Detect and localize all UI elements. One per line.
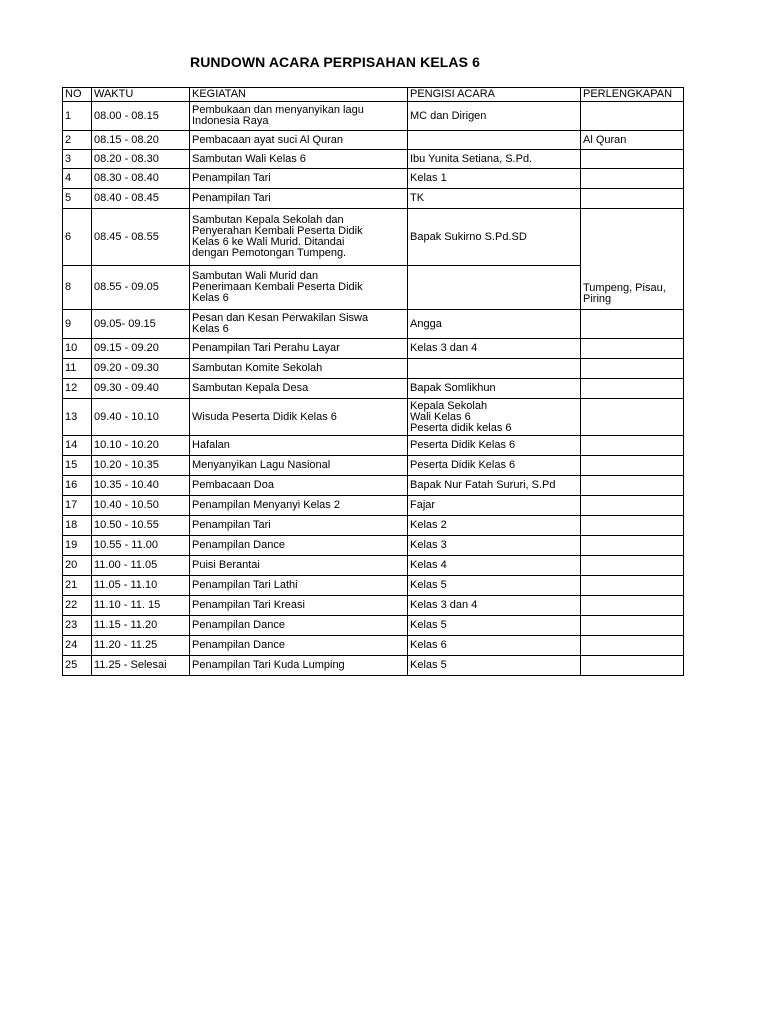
- cell-waktu: 08.45 - 08.55: [92, 209, 190, 266]
- cell-kegiatan: Penampilan Tari: [190, 516, 408, 536]
- cell-no: 3: [63, 150, 92, 169]
- cell-kegiatan: Penampilan Dance: [190, 616, 408, 636]
- cell-kegiatan: Sambutan Kepala Sekolah dan Penyerahan Kembali Peserta Didik Kelas 6 ke Wali Murid. Ditandai dengan Pemotongan Tumpeng.: [190, 209, 408, 266]
- cell-no: 14: [63, 436, 92, 456]
- cell-pengisi-acara: [408, 131, 581, 150]
- cell-no: 2: [63, 131, 92, 150]
- table-row: [63, 636, 684, 656]
- cell-no: 8: [63, 266, 92, 310]
- cell-waktu: 10.10 - 10.20: [92, 436, 190, 456]
- table-row: [63, 456, 684, 476]
- cell-perlengkapan: [581, 596, 684, 616]
- cell-waktu: 10.50 - 10.55: [92, 516, 190, 536]
- table-row: [63, 359, 684, 379]
- cell-waktu: 11.20 - 11.25: [92, 636, 190, 656]
- cell-no: 23: [63, 616, 92, 636]
- header-waktu: WAKTU: [92, 88, 190, 102]
- cell-waktu: 10.20 - 10.35: [92, 456, 190, 476]
- cell-waktu: 11.15 - 11.20: [92, 616, 190, 636]
- cell-no: 19: [63, 536, 92, 556]
- cell-pengisi-acara: Bapak Nur Fatah Sururi, S.Pd: [408, 476, 581, 496]
- header-kegiatan: KEGIATAN: [190, 88, 408, 102]
- cell-kegiatan: Puisi Berantai: [190, 556, 408, 576]
- cell-perlengkapan: [581, 150, 684, 169]
- cell-perlengkapan: Al Quran: [581, 131, 684, 150]
- cell-pengisi-acara: MC dan Dirigen: [408, 102, 581, 131]
- cell-no: 24: [63, 636, 92, 656]
- cell-no: 21: [63, 576, 92, 596]
- cell-no: 6: [63, 209, 92, 266]
- cell-kegiatan: Penampilan Tari Kreasi: [190, 596, 408, 616]
- cell-perlengkapan: [581, 436, 684, 456]
- table-row: [63, 656, 684, 676]
- header-perlengkapan: PERLENGKAPAN: [581, 88, 684, 102]
- cell-kegiatan: Penampilan Tari Kuda Lumping: [190, 656, 408, 676]
- table-row: [63, 596, 684, 616]
- cell-perlengkapan: [581, 616, 684, 636]
- cell-waktu: 11.00 - 11.05: [92, 556, 190, 576]
- cell-kegiatan: Pembukaan dan menyanyikan lagu Indonesia Raya: [190, 102, 408, 131]
- table-row: [63, 209, 684, 266]
- table-header-row: [63, 88, 684, 102]
- cell-kegiatan: Penampilan Dance: [190, 536, 408, 556]
- table-row: [63, 536, 684, 556]
- cell-pengisi-acara: Kelas 5: [408, 656, 581, 676]
- cell-perlengkapan: [581, 556, 684, 576]
- cell-waktu: 08.55 - 09.05: [92, 266, 190, 310]
- cell-waktu: 09.40 - 10.10: [92, 399, 190, 436]
- page-title: RUNDOWN ACARA PERPISAHAN KELAS 6: [190, 54, 480, 70]
- cell-perlengkapan: [581, 496, 684, 516]
- cell-no: 11: [63, 359, 92, 379]
- table-row: [63, 169, 684, 189]
- cell-perlengkapan: [581, 359, 684, 379]
- cell-perlengkapan: [581, 536, 684, 556]
- header-no: NO: [63, 88, 92, 102]
- cell-waktu: 10.55 - 11.00: [92, 536, 190, 556]
- cell-waktu: 09.20 - 09.30: [92, 359, 190, 379]
- cell-perlengkapan: [581, 189, 684, 209]
- cell-perlengkapan: [581, 169, 684, 189]
- cell-no: 12: [63, 379, 92, 399]
- table-row: [63, 576, 684, 596]
- cell-kegiatan: Penampilan Tari: [190, 189, 408, 209]
- cell-no: 13: [63, 399, 92, 436]
- cell-pengisi-acara: Bapak Somlikhun: [408, 379, 581, 399]
- cell-waktu: 09.05- 09.15: [92, 310, 190, 339]
- cell-no: 17: [63, 496, 92, 516]
- cell-kegiatan: Penampilan Tari: [190, 169, 408, 189]
- table-row: [63, 436, 684, 456]
- rundown-table: [62, 87, 684, 676]
- table-row: [63, 102, 684, 131]
- cell-pengisi-acara: Kelas 1: [408, 169, 581, 189]
- cell-no: 5: [63, 189, 92, 209]
- cell-pengisi-acara: TK: [408, 189, 581, 209]
- cell-kegiatan: Sambutan Wali Murid dan Penerimaan Kembali Peserta Didik Kelas 6: [190, 266, 408, 310]
- cell-no: 22: [63, 596, 92, 616]
- cell-perlengkapan: [581, 310, 684, 339]
- table-row: [63, 496, 684, 516]
- cell-perlengkapan: [581, 476, 684, 496]
- cell-perlengkapan: [581, 399, 684, 436]
- cell-pengisi-acara: Kelas 4: [408, 556, 581, 576]
- cell-pengisi-acara: Peserta Didik Kelas 6: [408, 436, 581, 456]
- cell-perlengkapan: [581, 516, 684, 536]
- cell-perlengkapan: [581, 636, 684, 656]
- cell-no: 20: [63, 556, 92, 576]
- cell-pengisi-acara: Kelas 5: [408, 576, 581, 596]
- cell-pengisi-acara: Kelas 6: [408, 636, 581, 656]
- cell-no: 10: [63, 339, 92, 359]
- cell-perlengkapan: Tumpeng, Pisau, Piring: [581, 209, 684, 310]
- cell-pengisi-acara: Fajar: [408, 496, 581, 516]
- cell-pengisi-acara: Kelas 5: [408, 616, 581, 636]
- table-row: [63, 616, 684, 636]
- cell-pengisi-acara: Kelas 3: [408, 536, 581, 556]
- table-row: [63, 379, 684, 399]
- cell-perlengkapan: [581, 656, 684, 676]
- table-row: [63, 310, 684, 339]
- cell-waktu: 11.10 - 11. 15: [92, 596, 190, 616]
- table-row: [63, 131, 684, 150]
- cell-kegiatan: Penampilan Tari Perahu Layar: [190, 339, 408, 359]
- cell-pengisi-acara: Kelas 2: [408, 516, 581, 536]
- cell-perlengkapan: [581, 379, 684, 399]
- cell-waktu: 08.20 - 08.30: [92, 150, 190, 169]
- cell-no: 15: [63, 456, 92, 476]
- cell-pengisi-acara: [408, 266, 581, 310]
- table-row: [63, 399, 684, 436]
- cell-kegiatan: Penampilan Dance: [190, 636, 408, 656]
- table-row: [63, 556, 684, 576]
- cell-pengisi-acara: Kelas 3 dan 4: [408, 596, 581, 616]
- cell-pengisi-acara: Ibu Yunita Setiana, S.Pd.: [408, 150, 581, 169]
- cell-kegiatan: Pembacaan ayat suci Al Quran: [190, 131, 408, 150]
- cell-no: 25: [63, 656, 92, 676]
- cell-perlengkapan: [581, 456, 684, 476]
- cell-kegiatan: Sambutan Komite Sekolah: [190, 359, 408, 379]
- cell-no: 4: [63, 169, 92, 189]
- cell-pengisi-acara: [408, 359, 581, 379]
- table-row: [63, 516, 684, 536]
- table-row: [63, 339, 684, 359]
- cell-perlengkapan: [581, 102, 684, 131]
- cell-kegiatan: Pembacaan Doa: [190, 476, 408, 496]
- cell-waktu: 08.40 - 08.45: [92, 189, 190, 209]
- header-pengisi-acara: PENGISI ACARA: [408, 88, 581, 102]
- cell-waktu: 09.30 - 09.40: [92, 379, 190, 399]
- cell-waktu: 11.25 - Selesai: [92, 656, 190, 676]
- cell-pengisi-acara: Bapak Sukirno S.Pd.SD: [408, 209, 581, 266]
- cell-waktu: 08.15 - 08.20: [92, 131, 190, 150]
- table-row: [63, 150, 684, 169]
- cell-pengisi-acara: Angga: [408, 310, 581, 339]
- cell-waktu: 10.40 - 10.50: [92, 496, 190, 516]
- cell-no: 16: [63, 476, 92, 496]
- cell-perlengkapan: [581, 339, 684, 359]
- cell-pengisi-acara: Kepala Sekolah Wali Kelas 6 Peserta didik kelas 6: [408, 399, 581, 436]
- cell-no: 1: [63, 102, 92, 131]
- cell-waktu: 11.05 - 11.10: [92, 576, 190, 596]
- cell-no: 9: [63, 310, 92, 339]
- cell-kegiatan: Pesan dan Kesan Perwakilan Siswa Kelas 6: [190, 310, 408, 339]
- cell-waktu: 08.30 - 08.40: [92, 169, 190, 189]
- cell-waktu: 09.15 - 09.20: [92, 339, 190, 359]
- cell-pengisi-acara: Peserta Didik Kelas 6: [408, 456, 581, 476]
- cell-kegiatan: Wisuda Peserta Didik Kelas 6: [190, 399, 408, 436]
- cell-kegiatan: Sambutan Kepala Desa: [190, 379, 408, 399]
- cell-kegiatan: Hafalan: [190, 436, 408, 456]
- cell-kegiatan: Menyanyikan Lagu Nasional: [190, 456, 408, 476]
- cell-no: 18: [63, 516, 92, 536]
- cell-perlengkapan: [581, 576, 684, 596]
- table-row: [63, 189, 684, 209]
- cell-kegiatan: Penampilan Menyanyi Kelas 2: [190, 496, 408, 516]
- cell-kegiatan: Sambutan Wali Kelas 6: [190, 150, 408, 169]
- cell-waktu: 10.35 - 10.40: [92, 476, 190, 496]
- cell-waktu: 08.00 - 08.15: [92, 102, 190, 131]
- cell-kegiatan: Penampilan Tari Lathi: [190, 576, 408, 596]
- table-row: [63, 476, 684, 496]
- cell-pengisi-acara: Kelas 3 dan 4: [408, 339, 581, 359]
